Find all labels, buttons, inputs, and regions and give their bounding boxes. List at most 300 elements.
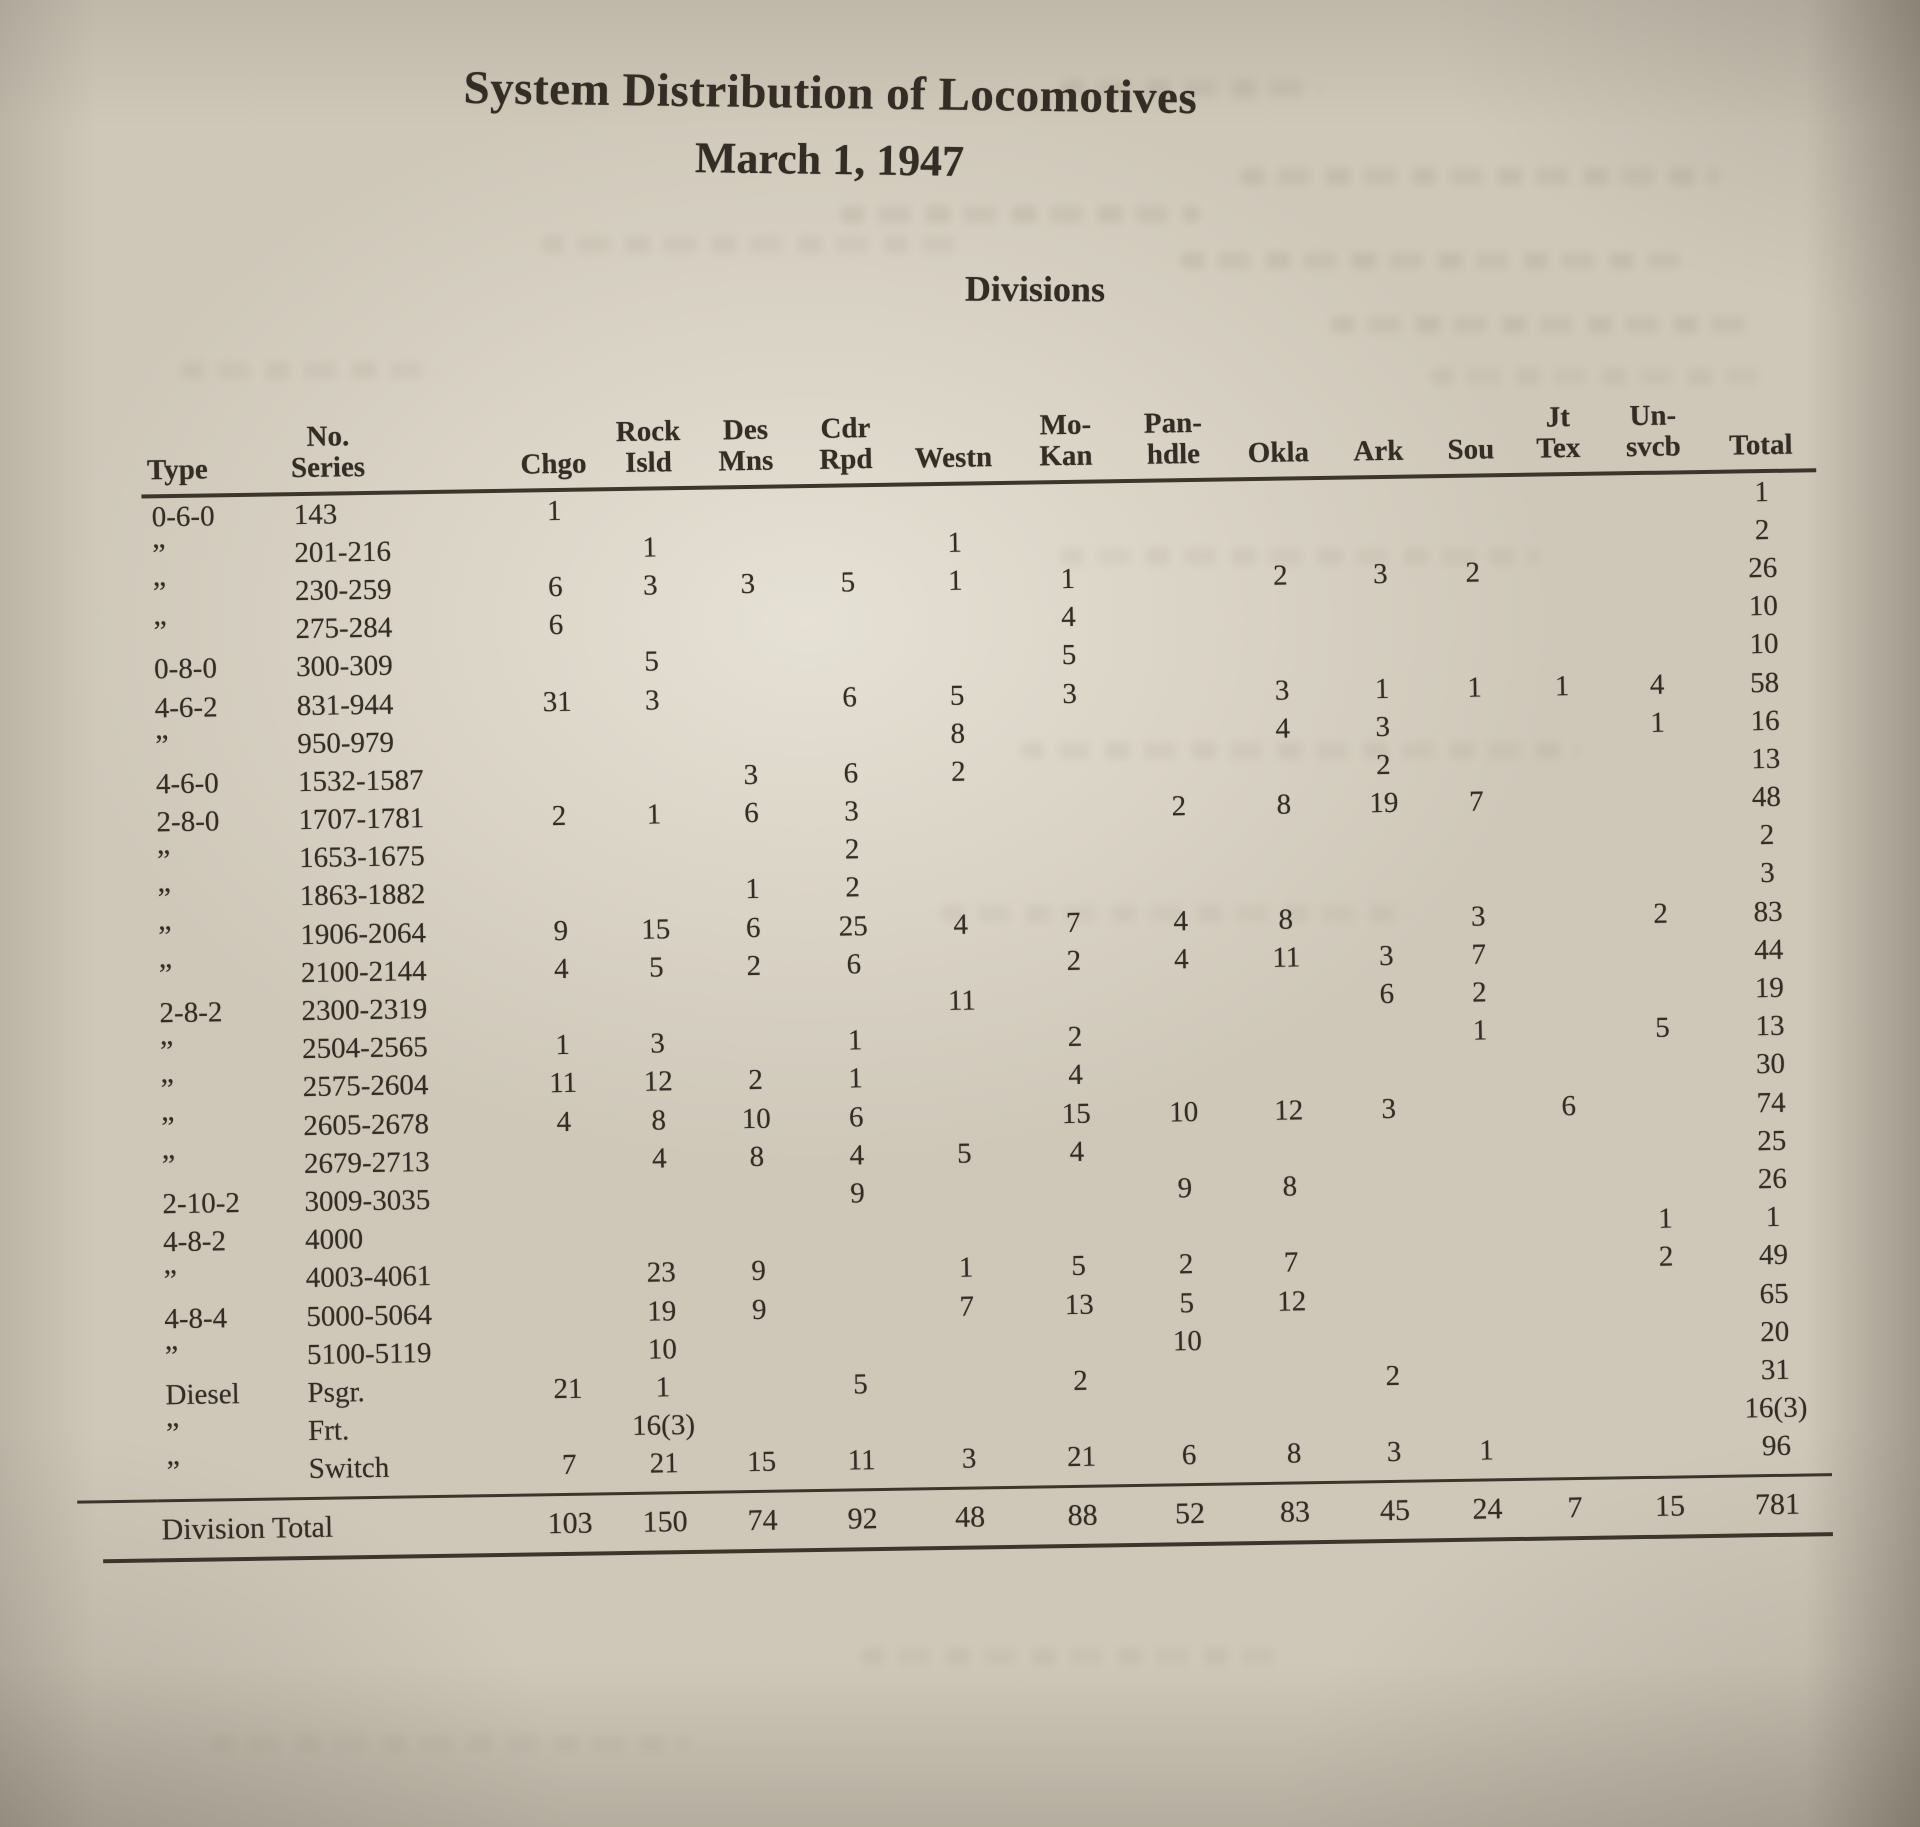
value-cell bbox=[1440, 1374, 1530, 1375]
value-cell bbox=[1439, 1298, 1529, 1299]
value-cell bbox=[1530, 1373, 1615, 1374]
value-cell: 4 bbox=[1068, 1059, 1084, 1092]
value-cell bbox=[1522, 838, 1607, 839]
value-cell bbox=[704, 1004, 804, 1006]
value-cell: 1 bbox=[958, 1251, 974, 1285]
value-cell: 16(3) bbox=[631, 1409, 696, 1443]
value-cell: 4 bbox=[953, 908, 969, 941]
value-cell: 5 bbox=[852, 1368, 868, 1401]
series-cell: 1906-2064 bbox=[300, 916, 427, 951]
value-cell bbox=[797, 506, 897, 508]
value-cell bbox=[1334, 650, 1429, 651]
value-cell bbox=[1530, 1335, 1615, 1336]
value-cell bbox=[1234, 995, 1339, 997]
value-cell bbox=[519, 1274, 614, 1275]
type-cell: ” bbox=[152, 538, 167, 572]
value-cell: 2 bbox=[845, 871, 861, 904]
value-cell: 31 bbox=[1760, 1353, 1791, 1387]
value-cell bbox=[1124, 653, 1229, 655]
value-cell: 15 bbox=[1061, 1097, 1091, 1130]
value-cell bbox=[602, 509, 697, 510]
series-cell: 2575-2604 bbox=[302, 1069, 429, 1104]
value-cell bbox=[1122, 501, 1227, 503]
value-cell bbox=[1519, 647, 1604, 648]
value-cell bbox=[1019, 999, 1129, 1001]
value-cell bbox=[905, 1039, 1020, 1041]
value-cell: 11 bbox=[947, 984, 977, 1017]
header-total: Total bbox=[1728, 428, 1793, 462]
division-total-value: 48 bbox=[954, 1500, 986, 1534]
value-cell bbox=[1524, 953, 1609, 954]
value-cell bbox=[1611, 1066, 1716, 1068]
value-cell: 49 bbox=[1758, 1239, 1789, 1272]
value-cell bbox=[1346, 1414, 1441, 1415]
type-cell: ” bbox=[157, 882, 173, 916]
value-cell bbox=[1332, 497, 1427, 498]
type-cell: 2-8-0 bbox=[156, 805, 220, 839]
value-cell bbox=[1237, 1148, 1342, 1150]
value-cell bbox=[519, 1312, 614, 1313]
value-cell bbox=[897, 504, 1012, 506]
value-cell bbox=[798, 620, 898, 622]
value-cell bbox=[1529, 1297, 1614, 1298]
value-cell bbox=[899, 657, 1014, 659]
value-cell: 6 bbox=[843, 757, 859, 790]
value-cell: 19 bbox=[1369, 786, 1399, 820]
value-cell bbox=[1603, 569, 1708, 571]
value-cell: 1 bbox=[646, 798, 662, 831]
value-cell: 3 bbox=[1375, 710, 1391, 743]
division-total-value: 74 bbox=[747, 1503, 778, 1538]
value-cell bbox=[1430, 725, 1520, 726]
value-cell: 15 bbox=[641, 912, 671, 946]
ghost-text-line bbox=[1240, 168, 1720, 185]
value-cell: 3 bbox=[961, 1442, 977, 1476]
value-cell: 5 bbox=[1061, 639, 1077, 672]
series-cell: Frt. bbox=[307, 1414, 350, 1448]
value-cell bbox=[898, 619, 1013, 621]
value-cell: 6 bbox=[548, 609, 564, 642]
value-cell bbox=[1344, 1261, 1439, 1262]
value-cell bbox=[1615, 1371, 1720, 1373]
value-cell bbox=[809, 1308, 909, 1310]
value-cell bbox=[1518, 571, 1603, 572]
series-cell: 201-216 bbox=[294, 535, 392, 569]
locomotive-distribution-table bbox=[140, 398, 1833, 1562]
value-cell bbox=[1526, 1067, 1611, 1068]
value-cell bbox=[1616, 1409, 1721, 1411]
value-cell: 2 bbox=[748, 1064, 764, 1097]
value-cell: 1 bbox=[1374, 672, 1390, 705]
value-cell bbox=[515, 1007, 610, 1008]
header-des-mns: Des Mns bbox=[718, 413, 774, 478]
value-cell: 21 bbox=[649, 1447, 679, 1480]
value-cell bbox=[521, 1427, 616, 1428]
type-cell: ” bbox=[163, 1263, 179, 1298]
value-cell bbox=[1436, 1107, 1526, 1108]
value-cell bbox=[1527, 1144, 1612, 1145]
value-cell bbox=[1604, 646, 1709, 648]
value-cell bbox=[1333, 612, 1428, 613]
value-cell bbox=[1241, 1415, 1346, 1417]
value-cell bbox=[902, 848, 1017, 850]
divisions-heading: Divisions bbox=[964, 268, 1106, 310]
value-cell bbox=[810, 1346, 910, 1348]
type-cell: 4-8-2 bbox=[162, 1225, 227, 1259]
type-cell: ” bbox=[165, 1416, 181, 1450]
value-cell: 9 bbox=[1177, 1172, 1193, 1205]
value-cell: 1 bbox=[947, 526, 963, 559]
value-cell bbox=[908, 1229, 1023, 1231]
header-ark: Ark bbox=[1353, 434, 1404, 468]
value-cell: 10 bbox=[1172, 1324, 1203, 1358]
value-cell: 10 bbox=[1748, 589, 1779, 623]
value-cell: 3 bbox=[843, 795, 859, 828]
value-cell bbox=[1518, 609, 1603, 610]
division-total-value: 83 bbox=[1279, 1495, 1311, 1529]
header-mo-kan: Mo- Kan bbox=[1039, 408, 1093, 473]
division-total-value: 45 bbox=[1379, 1493, 1411, 1528]
division-total-value: 7 bbox=[1567, 1490, 1583, 1525]
value-cell: 8 bbox=[749, 1140, 765, 1173]
value-cell bbox=[513, 892, 608, 893]
value-cell: 1 bbox=[1554, 669, 1570, 702]
value-cell: 1 bbox=[745, 873, 761, 906]
value-cell: 6 bbox=[846, 948, 862, 981]
value-cell bbox=[1436, 1069, 1526, 1070]
value-cell bbox=[1129, 997, 1234, 999]
value-cell: 2 bbox=[1375, 748, 1391, 782]
value-cell bbox=[1128, 882, 1233, 884]
page-title: System Distribution of Locomotives bbox=[463, 61, 1198, 125]
value-cell bbox=[911, 1420, 1026, 1422]
value-cell bbox=[1023, 1228, 1133, 1230]
value-cell bbox=[1531, 1411, 1616, 1412]
value-cell bbox=[697, 507, 797, 509]
value-cell bbox=[1123, 615, 1228, 617]
series-cell: 275-284 bbox=[295, 611, 393, 646]
value-cell: 4 bbox=[1275, 712, 1291, 745]
value-cell: 2 bbox=[1272, 559, 1288, 592]
value-cell bbox=[1136, 1417, 1241, 1419]
value-cell bbox=[1132, 1150, 1237, 1152]
value-cell: 2 bbox=[551, 799, 567, 833]
value-cell bbox=[906, 1077, 1021, 1079]
value-cell: 6 bbox=[745, 911, 761, 944]
value-cell: 44 bbox=[1753, 933, 1784, 967]
value-cell: 8 bbox=[1278, 903, 1294, 936]
value-cell: 19 bbox=[647, 1294, 677, 1328]
value-cell bbox=[1438, 1221, 1528, 1222]
value-cell bbox=[1611, 1104, 1716, 1106]
value-cell bbox=[1235, 1033, 1340, 1035]
value-cell bbox=[1016, 770, 1126, 772]
division-total-value: 92 bbox=[847, 1501, 878, 1536]
type-cell: 2-8-2 bbox=[159, 996, 223, 1030]
type-cell: 4-6-2 bbox=[154, 690, 218, 724]
value-cell: 13 bbox=[1755, 1010, 1785, 1043]
value-cell bbox=[1240, 1377, 1345, 1379]
value-cell bbox=[1612, 1142, 1717, 1144]
value-cell bbox=[1232, 843, 1337, 845]
value-cell bbox=[1022, 1190, 1132, 1192]
value-cell bbox=[705, 1042, 805, 1044]
value-cell bbox=[1131, 1073, 1236, 1075]
value-cell: 1 bbox=[1467, 671, 1483, 704]
division-total-value: 52 bbox=[1174, 1496, 1206, 1531]
type-cell: ” bbox=[158, 920, 173, 954]
value-cell: 1 bbox=[1657, 1202, 1673, 1235]
value-cell: 8 bbox=[1276, 788, 1292, 821]
value-cell: 2 bbox=[746, 949, 762, 982]
header-westn: Westn bbox=[914, 441, 993, 475]
value-cell: 8 bbox=[1282, 1170, 1298, 1203]
value-cell bbox=[612, 1196, 707, 1197]
value-cell: 4 bbox=[1649, 668, 1665, 701]
value-cell: 10 bbox=[1749, 628, 1779, 661]
value-cell bbox=[1427, 496, 1517, 497]
value-cell bbox=[518, 1236, 613, 1237]
value-cell bbox=[1602, 531, 1707, 533]
value-cell: 2 bbox=[844, 833, 860, 866]
value-cell: 10 bbox=[647, 1332, 678, 1366]
value-cell: 15 bbox=[746, 1445, 777, 1479]
value-cell bbox=[1012, 502, 1122, 504]
type-cell: ” bbox=[164, 1340, 180, 1374]
value-cell: 10 bbox=[1168, 1095, 1199, 1129]
value-cell: 48 bbox=[1751, 780, 1782, 814]
value-cell: 3 bbox=[1274, 674, 1290, 707]
value-cell bbox=[1433, 878, 1523, 879]
value-cell: 1 bbox=[546, 494, 562, 527]
value-cell bbox=[1528, 1220, 1613, 1221]
value-cell: 65 bbox=[1759, 1277, 1789, 1310]
value-cell bbox=[1338, 879, 1433, 880]
value-cell bbox=[1135, 1379, 1240, 1381]
value-cell: 26 bbox=[1748, 551, 1778, 585]
value-cell bbox=[1606, 760, 1711, 762]
value-cell: 1 bbox=[947, 564, 963, 597]
value-cell: 1 bbox=[555, 1029, 571, 1062]
value-cell bbox=[1532, 1449, 1617, 1450]
division-total-value: 150 bbox=[642, 1504, 688, 1539]
value-cell: 4 bbox=[1173, 942, 1189, 976]
value-cell: 1 bbox=[1754, 475, 1770, 508]
value-cell bbox=[509, 663, 604, 664]
value-cell bbox=[1025, 1342, 1135, 1344]
value-cell: 6 bbox=[1181, 1439, 1197, 1472]
value-cell bbox=[1231, 766, 1336, 768]
value-cell bbox=[1227, 537, 1332, 539]
series-cell: 1532-1587 bbox=[297, 764, 424, 799]
header-sou: Sou bbox=[1447, 433, 1495, 467]
value-cell bbox=[808, 1231, 908, 1233]
value-cell bbox=[1427, 534, 1517, 535]
value-cell: 2 bbox=[1653, 897, 1669, 930]
division-total-value: 15 bbox=[1654, 1489, 1686, 1523]
series-cell: 950-979 bbox=[297, 726, 395, 760]
series-cell: 300-309 bbox=[295, 649, 394, 684]
series-cell: 2605-2678 bbox=[303, 1107, 430, 1142]
value-cell bbox=[710, 1347, 810, 1349]
value-cell: 7 bbox=[1065, 906, 1081, 939]
value-cell bbox=[518, 1198, 613, 1199]
value-cell bbox=[609, 1005, 704, 1006]
value-cell: 7 bbox=[1471, 938, 1487, 971]
value-cell bbox=[809, 1269, 909, 1271]
value-cell: 2 bbox=[1754, 513, 1770, 546]
value-cell bbox=[702, 851, 802, 853]
header-series: No. Series bbox=[290, 420, 366, 485]
series-cell: 1653-1675 bbox=[298, 840, 426, 875]
value-cell bbox=[1122, 539, 1227, 541]
value-cell: 1 bbox=[1479, 1434, 1495, 1467]
header-unsvcb: Un- svcb bbox=[1625, 399, 1681, 464]
value-cell: 6 bbox=[842, 680, 858, 714]
table-body bbox=[141, 472, 1831, 1491]
value-cell: 2 bbox=[1171, 790, 1187, 823]
series-cell: 3009-3035 bbox=[304, 1184, 431, 1219]
value-cell bbox=[697, 546, 797, 548]
value-cell: 6 bbox=[1379, 977, 1395, 1011]
value-cell bbox=[906, 1115, 1021, 1117]
value-cell bbox=[1236, 1072, 1341, 1074]
value-cell: 4 bbox=[1069, 1135, 1085, 1168]
value-cell: 11 bbox=[548, 1067, 578, 1100]
value-cell bbox=[1523, 877, 1608, 878]
value-cell: 1 bbox=[655, 1371, 671, 1404]
value-cell bbox=[804, 1002, 904, 1004]
type-cell: ” bbox=[152, 576, 168, 610]
value-cell: 20 bbox=[1759, 1315, 1790, 1348]
value-cell: 13 bbox=[1750, 742, 1781, 776]
value-cell bbox=[1133, 1226, 1238, 1228]
series-cell: Psgr. bbox=[307, 1376, 366, 1409]
value-cell bbox=[1437, 1145, 1527, 1146]
value-cell bbox=[1238, 1224, 1343, 1226]
value-cell: 1 bbox=[847, 1024, 863, 1057]
ghost-text-line bbox=[1430, 368, 1760, 385]
value-cell: 12 bbox=[1273, 1093, 1304, 1127]
value-cell bbox=[1439, 1260, 1529, 1261]
series-cell: 143 bbox=[293, 498, 338, 531]
value-cell: 3 bbox=[650, 1027, 666, 1060]
value-cell bbox=[903, 886, 1018, 888]
division-total-value: 781 bbox=[1754, 1487, 1801, 1522]
value-cell: 2 bbox=[1658, 1240, 1674, 1274]
series-cell: 2679-2713 bbox=[303, 1145, 430, 1180]
page-subtitle-date: March 1, 1947 bbox=[694, 133, 965, 186]
series-cell: 230-259 bbox=[294, 573, 392, 608]
type-cell: ” bbox=[156, 843, 172, 878]
value-cell: 2 bbox=[1465, 556, 1481, 589]
value-cell: 6 bbox=[1561, 1089, 1577, 1122]
header-panhdle: Pan- hdle bbox=[1143, 406, 1203, 471]
value-cell: 3 bbox=[642, 569, 658, 602]
value-cell: 1 bbox=[1650, 706, 1666, 739]
type-cell: 0-8-0 bbox=[153, 652, 218, 686]
value-cell: 31 bbox=[542, 685, 572, 718]
value-cell bbox=[606, 776, 701, 777]
value-cell: 3 bbox=[1760, 857, 1776, 890]
value-cell bbox=[904, 962, 1019, 964]
value-cell: 3 bbox=[743, 758, 759, 792]
value-cell bbox=[1525, 1029, 1610, 1030]
value-cell bbox=[1332, 536, 1427, 537]
value-cell bbox=[1127, 844, 1232, 846]
value-cell: 8 bbox=[1286, 1437, 1302, 1470]
value-cell bbox=[1517, 533, 1602, 534]
value-cell bbox=[700, 698, 800, 700]
series-cell: 5000-5064 bbox=[306, 1298, 433, 1333]
value-cell bbox=[1615, 1333, 1720, 1335]
value-cell bbox=[517, 1160, 612, 1161]
value-cell bbox=[1609, 989, 1714, 991]
value-cell bbox=[907, 1191, 1022, 1193]
value-cell bbox=[605, 738, 700, 739]
value-cell bbox=[1126, 768, 1231, 770]
value-cell: 30 bbox=[1755, 1048, 1786, 1081]
value-cell: 4 bbox=[651, 1142, 667, 1175]
series-cell: 4003-4061 bbox=[305, 1260, 432, 1295]
value-cell: 4 bbox=[1060, 601, 1076, 634]
value-cell bbox=[1603, 608, 1708, 610]
value-cell bbox=[1229, 652, 1334, 654]
value-cell bbox=[1344, 1299, 1439, 1300]
series-cell: 2504-2565 bbox=[301, 1031, 429, 1066]
type-cell: ” bbox=[158, 958, 174, 992]
value-cell: 2 bbox=[1072, 1364, 1088, 1397]
page-header bbox=[419, 60, 1241, 190]
value-cell bbox=[1520, 724, 1605, 725]
ghost-text-line bbox=[210, 1735, 690, 1752]
value-cell bbox=[797, 544, 897, 546]
value-cell: 6 bbox=[743, 796, 759, 830]
value-cell bbox=[1340, 1032, 1435, 1033]
value-cell: 12 bbox=[1276, 1284, 1307, 1318]
header-jt-tex: Jt Tex bbox=[1536, 401, 1581, 465]
value-cell bbox=[1431, 763, 1521, 764]
series-cell: 2300-2319 bbox=[301, 993, 428, 1028]
division-total-value: 24 bbox=[1472, 1492, 1503, 1526]
value-cell bbox=[699, 660, 799, 662]
value-cell: 9 bbox=[751, 1255, 767, 1288]
value-cell bbox=[1026, 1419, 1136, 1421]
value-cell bbox=[613, 1234, 708, 1235]
value-cell: 74 bbox=[1756, 1086, 1786, 1119]
value-cell bbox=[1609, 951, 1714, 953]
value-cell: 4 bbox=[556, 1105, 572, 1138]
value-cell bbox=[799, 658, 899, 660]
value-cell: 10 bbox=[741, 1102, 772, 1135]
value-cell: 1 bbox=[848, 1062, 864, 1095]
value-cell: 5 bbox=[840, 566, 856, 599]
value-cell: 83 bbox=[1753, 895, 1783, 928]
value-cell: 1 bbox=[1472, 1014, 1488, 1047]
ghost-text-line bbox=[860, 1648, 1290, 1665]
value-cell bbox=[1607, 837, 1712, 839]
value-cell bbox=[1432, 840, 1522, 841]
ghost-text-line bbox=[1180, 252, 1680, 269]
type-cell: 4-8-4 bbox=[164, 1301, 228, 1335]
value-cell: 3 bbox=[1378, 939, 1394, 972]
value-cell: 3 bbox=[1381, 1092, 1397, 1125]
type-cell: ” bbox=[153, 614, 169, 649]
value-cell bbox=[1017, 846, 1127, 848]
value-cell bbox=[1523, 915, 1608, 916]
value-cell: 2 bbox=[950, 755, 966, 788]
value-cell: 5 bbox=[956, 1137, 972, 1170]
